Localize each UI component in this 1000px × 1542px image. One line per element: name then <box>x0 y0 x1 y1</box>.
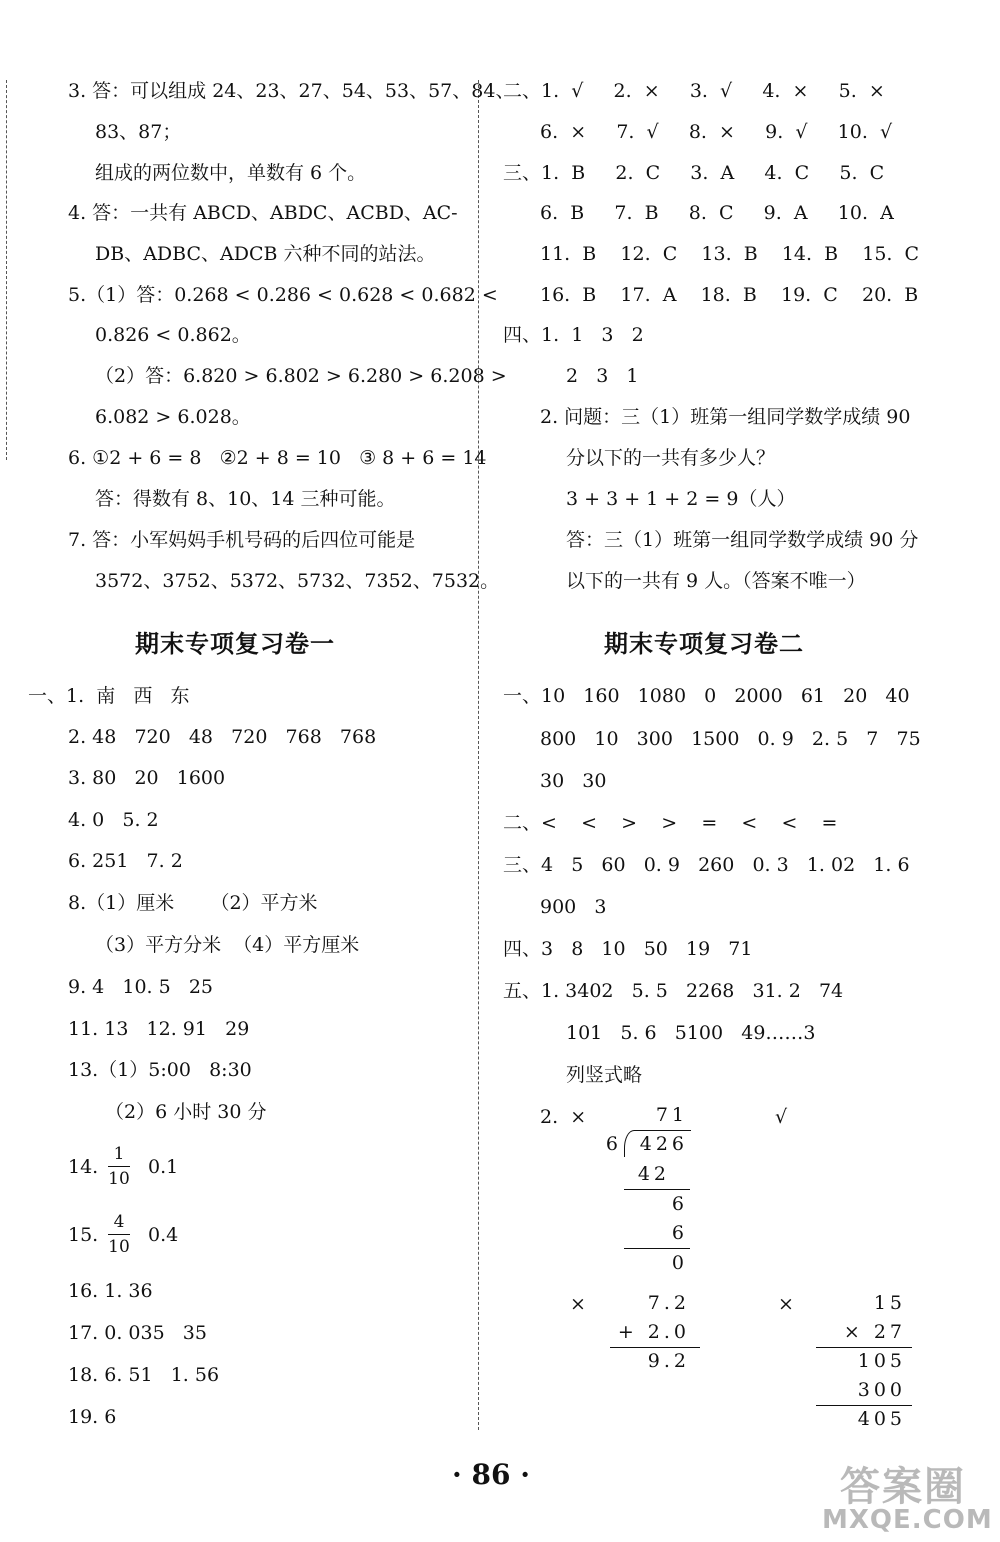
answer-line: 四、1. 1 3 2 <box>503 324 644 346</box>
answer-line: 6.082 > 6.028。 <box>95 406 251 428</box>
answer-line: 3572、3752、5372、5732、7352、7532。 <box>95 570 500 592</box>
wrong-mark: × <box>778 1293 794 1315</box>
factor: × 27 <box>843 1321 906 1343</box>
section-title-right: 期末专项复习卷二 <box>604 630 804 658</box>
answer-line: 9. 4 10. 5 25 <box>68 976 214 998</box>
answer-line: 2. × <box>540 1106 587 1128</box>
answer-line: DB、ADBC、ADCB 六种不同的站法。 <box>95 243 436 265</box>
answer-line: （2）6 小时 30 分 <box>105 1101 267 1123</box>
answer-line: 18. 6. 51 1. 56 <box>68 1364 220 1386</box>
answer-line: 三、4 5 60 0. 9 260 0. 3 1. 02 1. 6 <box>503 854 910 876</box>
answer-line: 0.1 <box>148 1156 179 1178</box>
addition-rule <box>610 1347 700 1348</box>
answer-line: 以下的一共有 9 人。（答案不唯一） <box>566 570 866 592</box>
answer-line: 4. 0 5. 2 <box>68 809 159 831</box>
watermark-url: MXQE.COM <box>822 1505 993 1535</box>
product: 405 <box>857 1408 906 1430</box>
answer-line: （2）答：6.820 > 6.802 > 6.280 > 6.208 > <box>95 365 507 387</box>
answer-line: 11. B 12. C 13. B 14. B 15. C <box>540 243 920 265</box>
check-mark: √ <box>775 1106 788 1128</box>
left-margin-dashed-line <box>6 80 7 460</box>
partial-product: 300 <box>857 1379 906 1401</box>
multiplication-rule <box>816 1405 912 1406</box>
answer-line: 83、87； <box>95 121 182 143</box>
answer-line: 6. B 7. B 8. C 9. A 10. A <box>540 202 894 224</box>
answer-line: 3. 答：可以组成 24、23、27、54、53、57、84、 <box>68 80 515 102</box>
answer-line: 7. 答：小军妈妈手机号码的后四位可能是 <box>68 529 416 551</box>
answer-line: 13.（1）5:00 8:30 <box>68 1059 252 1081</box>
answer-line: （3）平方分米 （4）平方厘米 <box>95 934 360 956</box>
answer-line: 3 + 3 + 1 + 2 = 9（人） <box>566 488 796 510</box>
answer-line: 6. × 7. √ 8. × 9. √ 10. √ <box>540 121 893 143</box>
answer-line: 组成的两位数中，单数有 6 个。 <box>95 162 367 184</box>
answer-line: 900 3 <box>540 896 607 918</box>
answer-line: 6. 251 7. 2 <box>68 850 183 872</box>
answer-line: 二、1. √ 2. × 3. √ 4. × 5. × <box>503 80 885 102</box>
answer-line: 五、1. 3402 5. 5 2268 31. 2 74 <box>503 980 844 1002</box>
answer-line: 0.826 < 0.862。 <box>95 324 251 346</box>
answer-line: 14. <box>68 1156 99 1178</box>
multiplication-rule <box>816 1347 912 1348</box>
partial-product: 105 <box>857 1350 906 1372</box>
answer-line: 列竖式略 <box>566 1064 643 1086</box>
answer-line: 答：三（1）班第一组同学数学成绩 90 分 <box>566 529 919 551</box>
answer-line: 三、1. B 2. C 3. A 4. C 5. C <box>503 162 885 184</box>
fraction-one-tenth: 1 10 <box>108 1144 130 1189</box>
division-rule <box>624 1189 690 1190</box>
answer-line: 16. B 17. A 18. B 19. C 20. B <box>540 284 919 306</box>
addend: 7.2 <box>647 1292 690 1314</box>
answer-line: 101 5. 6 5100 49……3 <box>566 1022 816 1044</box>
answer-line: 2. 48 720 48 720 768 768 <box>68 726 377 748</box>
division-rule <box>624 1248 690 1249</box>
division-step: 42 <box>637 1163 670 1185</box>
division-step: 6 <box>671 1193 688 1215</box>
answer-line: 2 3 1 <box>566 365 639 387</box>
answer-line: 11. 13 12. 91 29 <box>68 1018 250 1040</box>
answer-line: 15. <box>68 1224 99 1246</box>
answer-line: 一、10 160 1080 0 2000 61 20 40 <box>503 685 910 707</box>
division-step: 6 <box>671 1222 688 1244</box>
factor: 15 <box>873 1292 906 1314</box>
page-number: · 86 · <box>452 1458 530 1491</box>
answer-line: 800 10 300 1500 0. 9 2. 5 7 75 <box>540 728 921 750</box>
division-dividend: 426 <box>639 1133 688 1155</box>
division-quotient: 71 <box>655 1104 688 1126</box>
answer-line: 17. 0. 035 35 <box>68 1322 207 1344</box>
answer-line: 二、< < > > = < < = <box>503 812 838 834</box>
answer-line: 一、1. 南 西 东 <box>28 685 190 707</box>
answer-line: 0.4 <box>148 1224 179 1246</box>
answer-line: 5.（1）答：0.268 < 0.286 < 0.628 < 0.682 < <box>68 284 498 306</box>
answer-line: 答：得数有 8、10、14 三种可能。 <box>95 488 396 510</box>
addend: + 2.0 <box>617 1321 690 1343</box>
answer-line: 30 30 <box>540 770 607 792</box>
answer-line: 3. 80 20 1600 <box>68 767 226 789</box>
wrong-mark: × <box>570 1293 586 1315</box>
division-divisor: 6 <box>605 1133 622 1155</box>
answer-line: 4. 答：一共有 ABCD、ABDC、ACBD、AC- <box>68 202 458 224</box>
answer-line: 分以下的一共有多少人？ <box>566 447 776 469</box>
answer-line: 四、3 8 10 50 19 71 <box>503 938 753 960</box>
answer-line: 8.（1）厘米 （2）平方米 <box>68 892 318 914</box>
answer-line: 6. ①2 + 6 = 8 ②2 + 8 = 10 ③ 8 + 6 = 14 <box>68 447 487 469</box>
division-remainder: 0 <box>671 1252 688 1274</box>
fraction-four-tenths: 4 10 <box>108 1212 130 1257</box>
section-title-left: 期末专项复习卷一 <box>135 630 335 658</box>
watermark-logo: 答案圈 <box>840 1464 966 1510</box>
sum: 9.2 <box>647 1350 690 1372</box>
answer-line: 2. 问题：三（1）班第一组同学数学成绩 90 <box>540 406 911 428</box>
answer-line: 19. 6 <box>68 1406 117 1428</box>
answer-line: 16. 1. 36 <box>68 1280 153 1302</box>
